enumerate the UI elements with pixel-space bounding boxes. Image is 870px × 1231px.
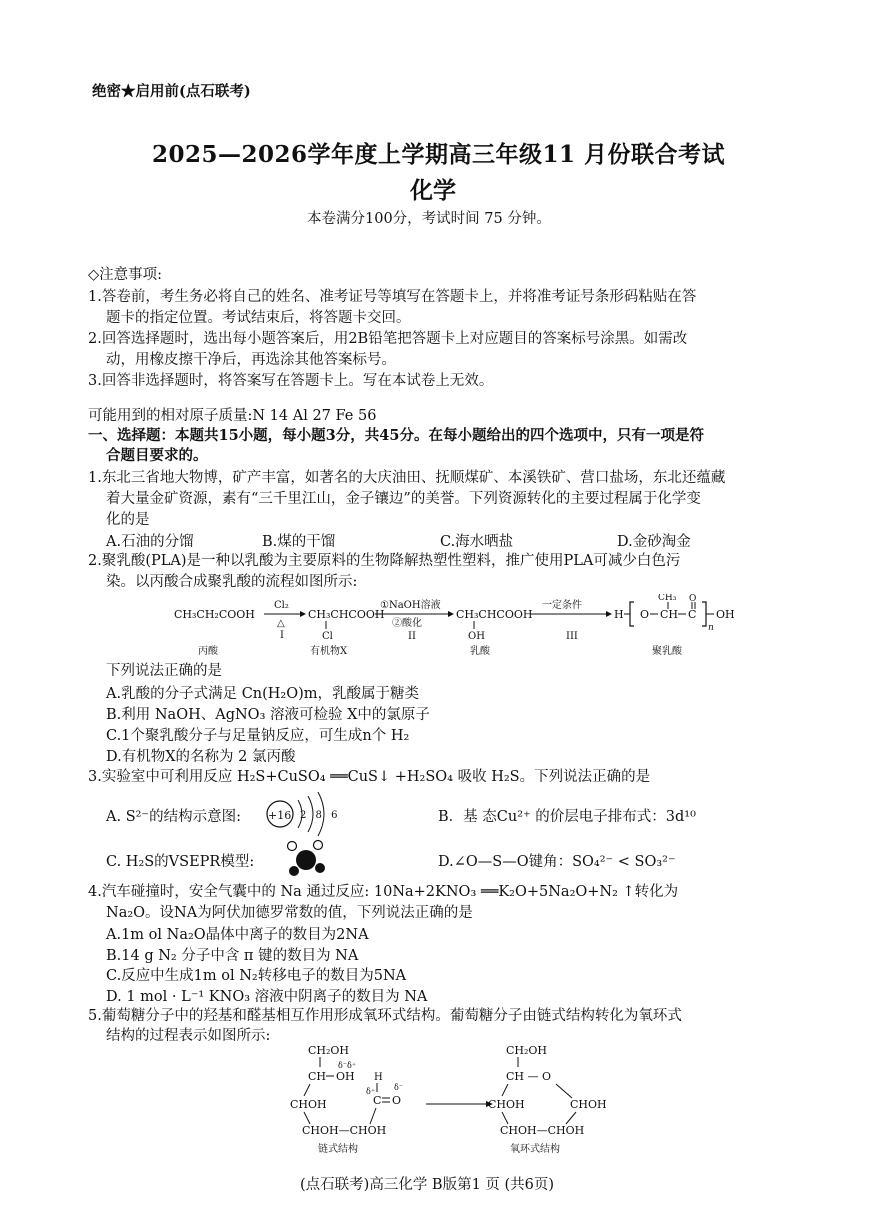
- pla-oh: OH: [716, 608, 735, 621]
- step-2-label: II: [408, 631, 416, 642]
- q1-option-c[interactable]: C.海水晒盐: [440, 534, 514, 550]
- reagent-2-top: ①NaOH溶液: [380, 600, 441, 611]
- q2-option-b[interactable]: B.利用 NaOH、AgNO₃ 溶液可检验 X中的氯原子: [106, 707, 430, 723]
- q2-option-d[interactable]: D.有机物X的名称为 2 氯丙酸: [106, 749, 296, 765]
- name-pla: 聚乳酸: [652, 646, 682, 657]
- ring-choh-right: CHOH: [570, 1098, 607, 1111]
- section1-heading: 一、选择题：本题共15小题，每小题3分，共45分。在每小题给出的四个选项中，只有一项是符: [88, 427, 704, 444]
- q4-option-b[interactable]: B.14 g N₂ 分子中含 π 键的数目为 NA: [106, 948, 359, 964]
- q1-option-a[interactable]: A.石油的分馏: [106, 534, 194, 550]
- pla-ch: CH: [660, 608, 679, 621]
- notice-item-1: 1.答卷前，考生务必将自己的姓名、准考证号等填写在答题卡上，并将准考证号条形码粘贴在答: [88, 289, 697, 305]
- q3-option-d[interactable]: D.∠O—S—O键角：SO₄²⁻ < SO₃²⁻: [438, 854, 676, 870]
- pla-o1: O: [640, 608, 650, 621]
- pla-synthesis-scheme: [170, 594, 770, 658]
- compound-x-cl: Cl: [322, 631, 333, 642]
- q4-line-2: Na₂O。设NA为阿伏加德罗常数的值，下列说法正确的是: [106, 905, 473, 921]
- ring-bond-4: [502, 1112, 508, 1124]
- sulfide-ion-diagram: [262, 790, 342, 838]
- q1-option-b[interactable]: B.煤的干馏: [262, 534, 336, 550]
- ring-bond-5: [566, 1112, 576, 1124]
- q2-option-c[interactable]: C.1个聚乳酸分子与足量钠反应，可生成n个 H₂: [106, 728, 410, 744]
- notice-item-1-cont: 题卡的指定位置。考试结束后，将答题卡交回。: [106, 310, 411, 326]
- exam-info: 本卷满分100分，考试时间 75 分钟。: [307, 211, 551, 227]
- glucose-cyclization-diagram: [280, 1040, 620, 1158]
- sulfur-atom: [296, 850, 316, 870]
- arrow-1-head: [300, 611, 306, 617]
- q1-line-3: 化的是: [106, 512, 150, 528]
- notice-item-3: 3.回答非选择题时，将答案写在答题卡上。写在本试卷上无效。: [88, 373, 494, 389]
- chain-bond-4: [370, 1108, 376, 1124]
- q3-option-a[interactable]: A. S²⁻的结构示意图:: [106, 809, 241, 825]
- lone-pair-2: [314, 841, 323, 850]
- section1-heading-cont: 合题目要求的。: [106, 447, 208, 464]
- chain-ch: CH: [308, 1070, 327, 1083]
- q5-line-2: 结构的过程表示如图所示:: [106, 1028, 271, 1044]
- reagent-3-top: 一定条件: [542, 600, 582, 611]
- q5-line-1: 5.葡萄糖分子中的羟基和醛基相互作用形成氧环式结构。葡萄糖分子由链式结构转化为氧环式: [88, 1008, 682, 1024]
- ring-bond-3: [556, 1084, 572, 1098]
- chain-c: C: [373, 1094, 382, 1107]
- compound-x: CH₃CHCOOH: [308, 608, 385, 621]
- chain-bond-3: [304, 1112, 310, 1124]
- q3-option-b[interactable]: B．基 态Cu²⁺ 的价层电子排布式：3d¹⁰: [438, 809, 696, 825]
- q2-stem: 下列说法正确的是: [106, 663, 222, 679]
- step-1-label: I: [280, 630, 284, 641]
- q3-stem: 3.实验室中可利用反应 H₂S+CuSO₄ ══CuS↓ +H₂SO₄ 吸收 H₂S。下列说法正确的是: [88, 769, 651, 785]
- reagent-1-bottom: △: [277, 618, 285, 629]
- vsepr-model-icon: [282, 838, 332, 878]
- q3-option-c[interactable]: C. H₂S的VSEPR模型:: [106, 854, 255, 870]
- notice-item-2-cont: 动，用橡皮擦干净后，再选涂其他答案标号。: [106, 352, 396, 368]
- arrow-2-head: [448, 611, 454, 617]
- q1-line-2: 着大量金矿资源，素有“三千里江山，金子镶边”的美誉。下列资源转化的主要过程属于化学变: [106, 491, 701, 507]
- reagent-2-bottom: ②酸化: [392, 618, 422, 629]
- shell-electrons: 2 8 6: [300, 810, 341, 821]
- chain-delta-oh: δ⁻δ⁺: [338, 1061, 357, 1070]
- notice-item-2: 2.回答选择题时，选出每小题答案后，用2B铅笔把答题卡上对应题目的答案标号涂黑。如需改: [88, 331, 688, 347]
- ring-ch2oh: CH₂OH: [506, 1044, 548, 1057]
- page-footer: (点石联考)高三化学 B版第1 页 (共6页): [300, 1177, 555, 1193]
- q1-option-d[interactable]: D.金砂淘金: [617, 534, 691, 550]
- chain-delta-o: δ⁻: [394, 1083, 404, 1092]
- q2-option-a[interactable]: A.乳酸的分子式满足 Cn(H₂O)m，乳酸属于糖类: [106, 686, 420, 702]
- q4-line-1: 4.汽车碰撞时，安全气囊中的 Na 通过反应: 10Na+2KNO₃ ══K₂O+5Na₂O+N₂ ↑转化为: [88, 884, 679, 900]
- chain-bond-2: [304, 1084, 310, 1096]
- ring-label: 氧环式结构: [510, 1144, 560, 1155]
- q2-line-2: 染。以丙酸合成聚乳酸的流程如图所示:: [106, 574, 358, 590]
- chain-o: O: [392, 1094, 402, 1107]
- name-x: 有机物X: [310, 646, 348, 657]
- q4-option-a[interactable]: A.1m ol Na₂O晶体中离子的数目为2NA: [106, 927, 369, 943]
- chain-label: 链式结构: [318, 1144, 358, 1155]
- name-propanoic: 丙酸: [198, 646, 218, 657]
- chain-ch2oh: CH₂OH: [308, 1044, 350, 1057]
- pla-ch3: CH₃: [658, 594, 677, 603]
- ring-bond-2: [502, 1084, 508, 1096]
- chain-oh: OH: [336, 1070, 355, 1083]
- hydrogen-2: [315, 863, 325, 873]
- nucleus-charge: +16: [268, 809, 292, 822]
- chain-bottom: CHOH—CHOH: [302, 1124, 387, 1137]
- pla-n: n: [708, 623, 714, 633]
- name-lactic: 乳酸: [470, 646, 490, 657]
- q2-line-1: 2.聚乳酸(PLA)是一种以乳酸为主要原料的生物降解热塑性塑料，推广使用PLA可减少白色污: [88, 553, 681, 569]
- hydrogen-1: [289, 866, 299, 876]
- propanoic-acid: CH₃CH₂COOH: [174, 608, 255, 621]
- atomic-mass: 可能用到的相对原子质量:N 14 Al 27 Fe 56: [88, 408, 377, 424]
- step-3-label: III: [566, 631, 578, 642]
- lactic-acid: CH₃CHCOOH: [456, 608, 533, 621]
- chain-choh: CHOH: [290, 1098, 327, 1111]
- reagent-1-top: Cl₂: [274, 600, 289, 611]
- ring-choh-left: CHOH: [488, 1098, 525, 1111]
- q4-option-c[interactable]: C.反应中生成1m ol N₂转移电子的数目为5NA: [106, 968, 407, 984]
- ring-top: CH — O: [506, 1070, 552, 1083]
- q4-option-d[interactable]: D. 1 mol · L⁻¹ KNO₃ 溶液中阴离子的数目为 NA: [106, 989, 428, 1005]
- confidential-mark: 绝密★启用前(点石联考): [92, 83, 251, 100]
- chain-delta-c: δ⁺: [366, 1087, 376, 1096]
- pla-o2: O: [689, 594, 697, 604]
- lone-pair-1: [288, 842, 297, 851]
- pla-c: C: [688, 608, 697, 621]
- arrow-3-head: [606, 611, 612, 617]
- notice-heading: ◇注意事项:: [88, 267, 163, 283]
- pla-bracket-left: [630, 602, 634, 626]
- lactic-acid-oh: OH: [468, 631, 485, 642]
- chain-h: H: [374, 1072, 383, 1083]
- q1-line-1: 1.东北三省地大物博，矿产丰富，如著名的大庆油田、抚顺煤矿、本溪铁矿、营口盐场，东北还蕴藏: [88, 470, 726, 486]
- pla-h: H: [614, 608, 624, 621]
- subject-title: 化学: [410, 177, 456, 204]
- exam-title: 2025—2026学年度上学期高三年级11 月份联合考试: [152, 141, 726, 168]
- ring-bottom: CHOH—CHOH: [500, 1124, 585, 1137]
- pla-bracket-right: [702, 602, 706, 626]
